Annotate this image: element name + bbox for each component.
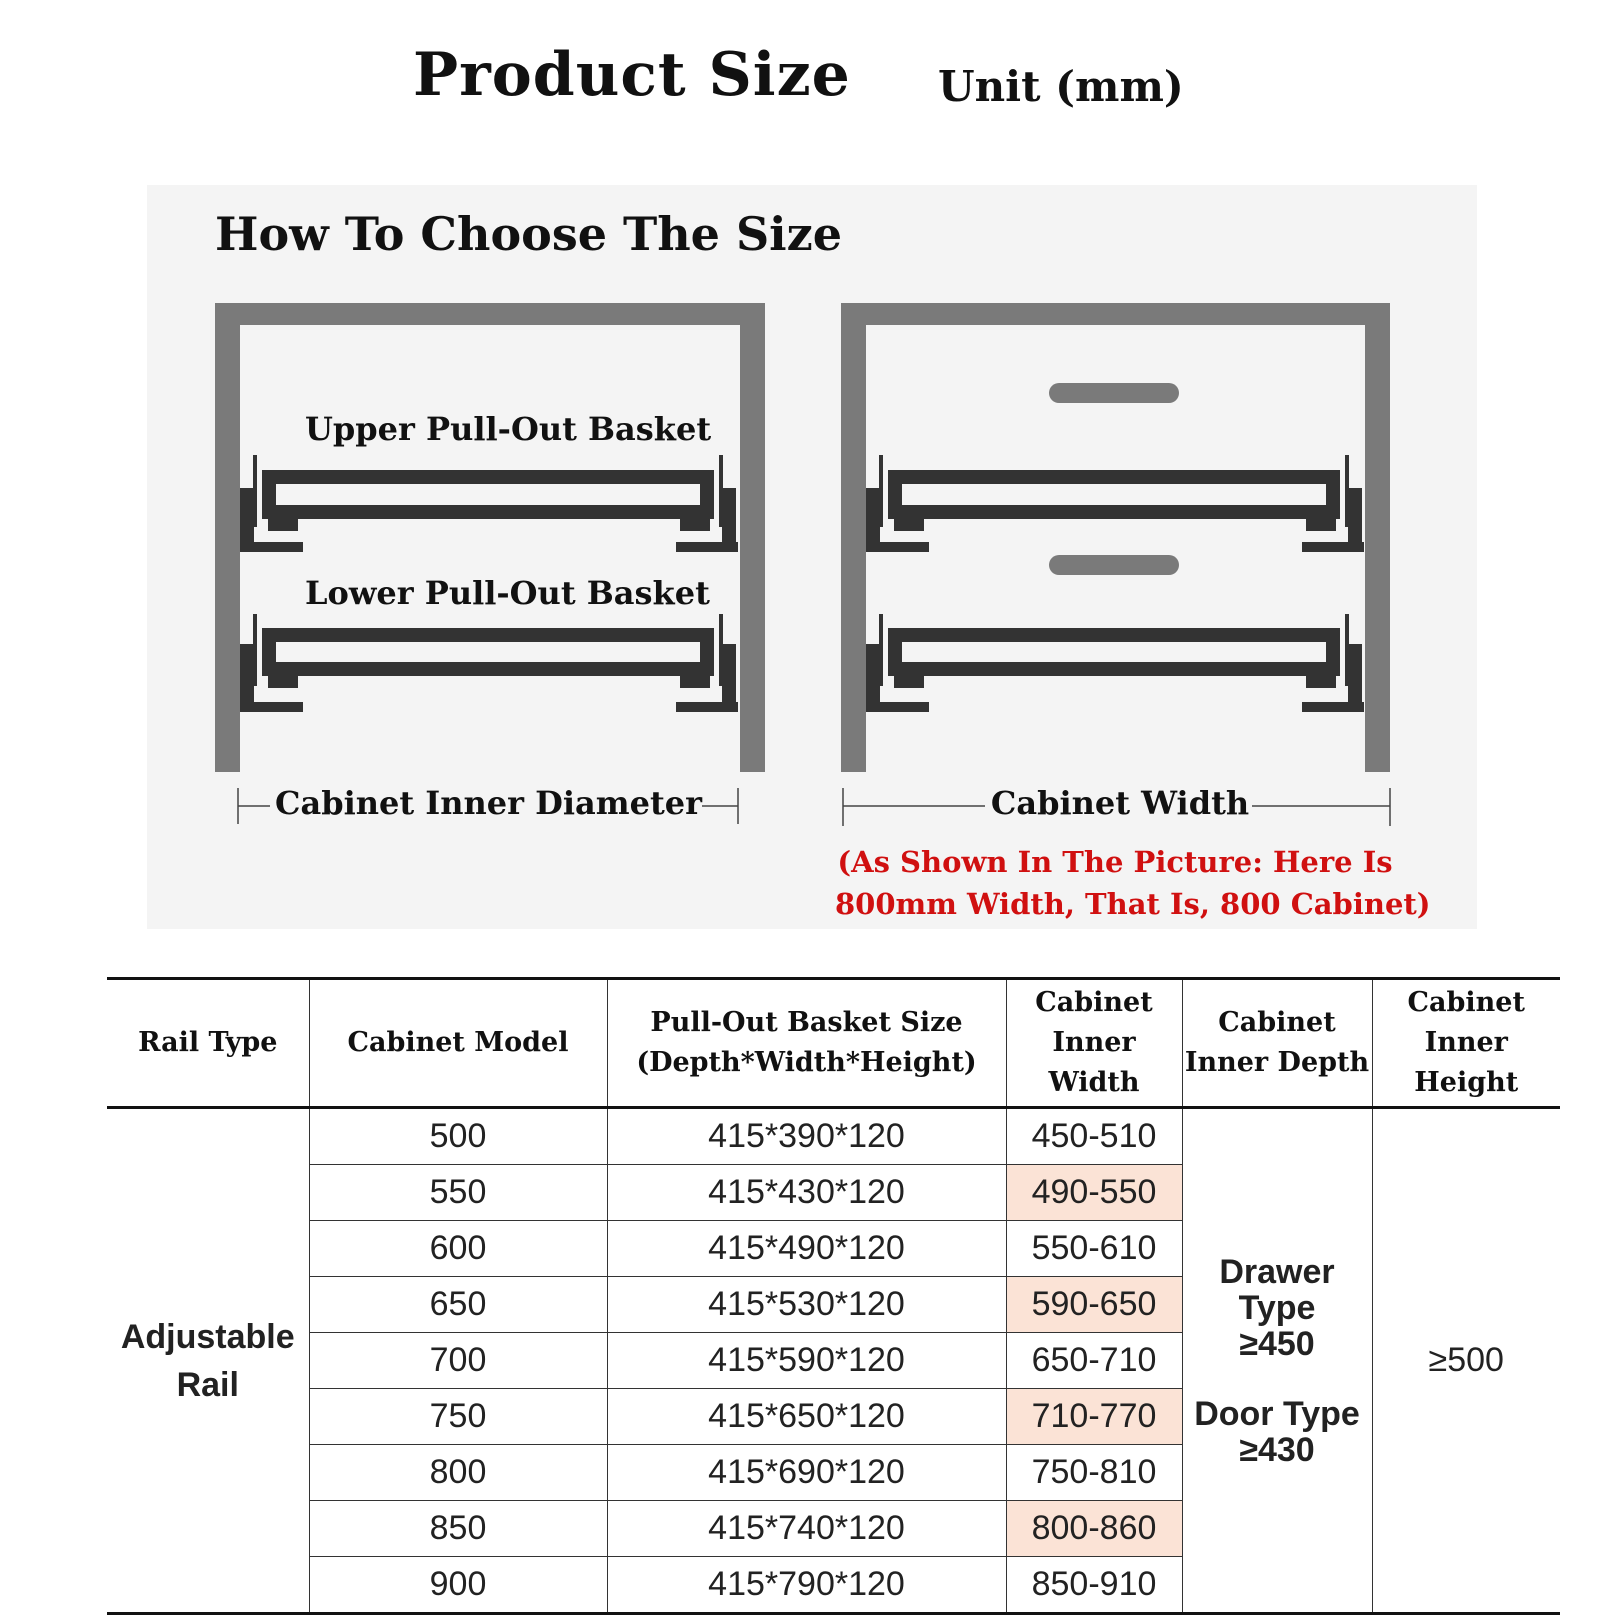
lower-basket-left [240, 614, 738, 712]
col-header-inner-depth: Cabinet Inner Depth [1182, 979, 1372, 1108]
col-header-cabinet-model: Cabinet Model [309, 979, 607, 1108]
rail-type-cell: Adjustable Rail [107, 1108, 309, 1614]
inner-width-cell: 450-510 [1006, 1108, 1182, 1165]
basket-size-cell: 415*390*120 [607, 1108, 1006, 1165]
basket-size-cell: 415*650*120 [607, 1389, 1006, 1445]
cabinet-model-cell: 900 [309, 1557, 607, 1614]
unit-label: Unit (mm) [938, 62, 1184, 111]
basket-size-cell: 415*430*120 [607, 1165, 1006, 1221]
table-row [107, 1108, 1560, 1165]
lower-basket-label: Lower Pull-Out Basket [305, 574, 710, 612]
upper-drawer-right [866, 455, 1364, 552]
upper-basket-left [240, 455, 738, 552]
cabinet-model-cell: 600 [309, 1221, 607, 1277]
inner-width-cell: 550-610 [1006, 1221, 1182, 1277]
cabinet-model-cell: 800 [309, 1445, 607, 1501]
inner-depth-cell: Drawer Type ≥450 Door Type ≥430 [1182, 1108, 1372, 1614]
inner-width-cell: 490-550 [1006, 1165, 1182, 1221]
col-header-inner-width: Cabinet Inner Width [1006, 979, 1182, 1108]
upper-basket-label: Upper Pull-Out Basket [305, 410, 712, 448]
cabinet-model-cell: 650 [309, 1277, 607, 1333]
basket-size-cell: 415*530*120 [607, 1277, 1006, 1333]
inner-width-cell: 800-860 [1006, 1501, 1182, 1557]
right-cabinet-frame [841, 303, 1390, 772]
width-note-line1: (As Shown In The Picture: Here Is [837, 845, 1393, 879]
cabinet-model-cell: 850 [309, 1501, 607, 1557]
drawer-handle-upper [1049, 383, 1179, 403]
basket-size-cell: 415*790*120 [607, 1557, 1006, 1614]
cabinet-model-cell: 500 [309, 1108, 607, 1165]
inner-width-cell: 650-710 [1006, 1333, 1182, 1389]
drawer-handle-lower [1049, 555, 1179, 575]
page-title: Product Size [413, 40, 851, 110]
width-note-line2: 800mm Width, That Is, 800 Cabinet) [835, 887, 1431, 921]
table-header-row [107, 979, 1560, 1108]
inner-width-cell: 850-910 [1006, 1557, 1182, 1614]
inner-width-cell: 590-650 [1006, 1277, 1182, 1333]
col-header-basket-size: Pull-Out Basket Size (Depth*Width*Height) [607, 979, 1006, 1108]
col-header-inner-height: Cabinet Inner Height [1372, 979, 1560, 1108]
cabinet-model-cell: 750 [309, 1389, 607, 1445]
col-header-rail-type: Rail Type [107, 979, 309, 1108]
size-table [107, 977, 1560, 1615]
inner-height-cell: ≥500 [1372, 1108, 1560, 1614]
basket-size-cell: 415*740*120 [607, 1501, 1006, 1557]
guide-title: How To Choose The Size [215, 207, 843, 261]
basket-size-cell: 415*590*120 [607, 1333, 1006, 1389]
cabinet-width-label: Cabinet Width [990, 784, 1250, 822]
lower-drawer-right [866, 614, 1364, 712]
left-cabinet-frame [215, 303, 765, 772]
inner-diameter-label: Cabinet Inner Diameter [275, 784, 702, 822]
basket-size-cell: 415*690*120 [607, 1445, 1006, 1501]
basket-size-cell: 415*490*120 [607, 1221, 1006, 1277]
inner-width-cell: 710-770 [1006, 1389, 1182, 1445]
cabinet-model-cell: 700 [309, 1333, 607, 1389]
inner-width-cell: 750-810 [1006, 1445, 1182, 1501]
cabinet-model-cell: 550 [309, 1165, 607, 1221]
